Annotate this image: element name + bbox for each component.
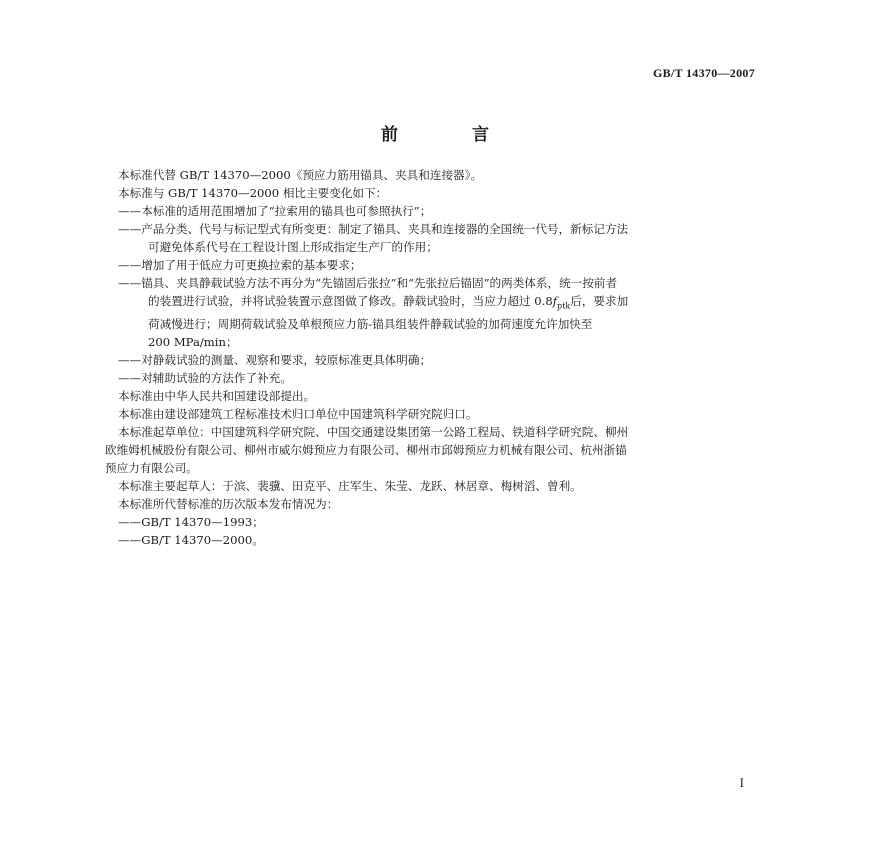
text-line: 本标准由建设部建筑工程标准技术归口单位中国建筑科学研究院归口。 <box>118 407 478 422</box>
list-item: ——对辅助试验的方法作了补充。 <box>118 371 292 386</box>
text-fragment: 的装置进行试验，并将试验装置示意图做了修改。静载试验时，当应力超过 0.8 <box>148 294 553 308</box>
list-item: ——对静载试验的测量、观察和要求，较原标准更具体明确； <box>118 353 432 368</box>
list-item: ——增加了用于低应力可更换拉索的基本要求； <box>118 258 362 272</box>
text-line: 本标准由中华人民共和国建设部提出。 <box>118 389 316 404</box>
text-line: 本标准起草单位：中国建筑科学研究院、中国交通建设集团第一公路工程局、铁道科学研究院、柳州 <box>118 425 629 440</box>
list-item-continuation: 可避免体系代号在工程设计图上形成指定生产厂的作用； <box>148 240 438 254</box>
formula-subscript: ptk <box>557 301 571 311</box>
list-item: ——GB/T 14370—2000。 <box>118 533 264 548</box>
text-line: 本标准主要起草人：于滨、裴骥、田克平、庄军生、朱莹、龙跃、林居章、梅树滔、曾利。 <box>118 479 582 494</box>
text-fragment: 后，要求加 <box>570 294 629 308</box>
list-item-continuation <box>118 292 758 315</box>
list-item-continuation: 荷减慢进行；周期荷载试验及单根预应力筋-锚具组装件静载试验的加荷速度允许加快至 <box>148 317 593 332</box>
list-item: ——GB/T 14370—1993； <box>118 515 264 530</box>
text-line: 欧维姆机械股份有限公司、柳州市威尔姆预应力有限公司、柳州市邱姆预应力机械有限公司、杭州浙锚 <box>105 443 627 458</box>
formula-symbol: f <box>552 294 558 308</box>
text-line: 本标准与 GB/T 14370—2000 相比主要变化如下： <box>118 186 388 200</box>
page-number: I <box>739 775 744 790</box>
list-item: ——本标准的适用范围增加了“拉索用的锚具也可参照执行”； <box>118 204 432 218</box>
text-line: 本标准代替 GB/T 14370—2000《预应力筋用锚具、夹具和连接器》。 <box>118 168 483 182</box>
list-item: ——锚具、夹具静载试验方法不再分为“先锚固后张拉”和“先张拉后锚固”的两类体系，统一按前者 <box>118 276 618 290</box>
list-item: ——产品分类、代号与标记型式有所变更：制定了锚具、夹具和连接器的全国统一代号，新标记方法 <box>118 222 629 236</box>
foreword-body <box>105 166 758 549</box>
text-line: 本标准所代替标准的历次版本发布情况为： <box>118 497 339 512</box>
standard-code: GB/T 14370—2007 <box>653 66 755 80</box>
text-line: 预应力有限公司。 <box>105 461 198 476</box>
page-title: 前 言 <box>381 125 523 145</box>
list-item-continuation: 200 MPa/min； <box>148 335 238 350</box>
